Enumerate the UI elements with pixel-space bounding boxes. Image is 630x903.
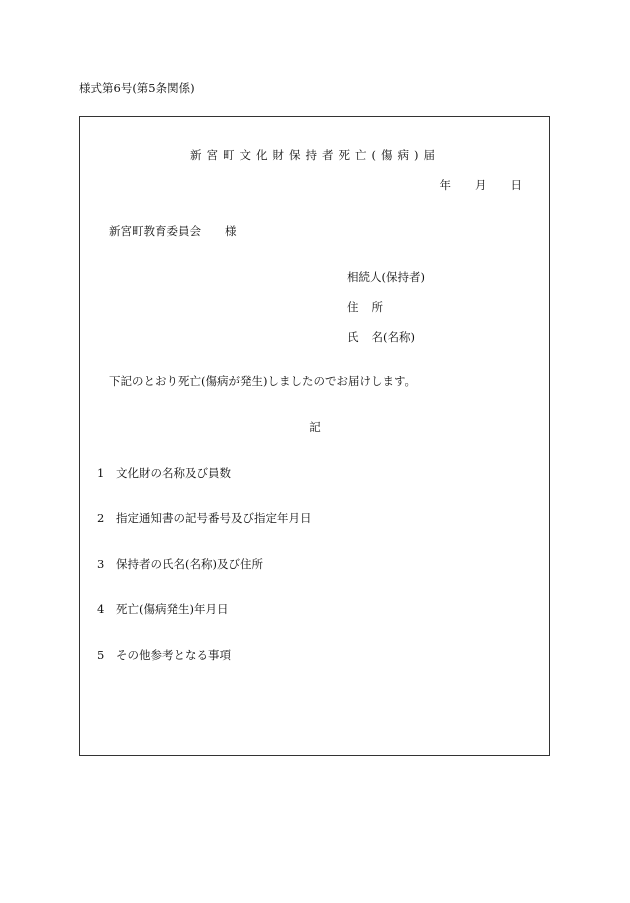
sender-name-label: [347, 330, 415, 344]
statement-text: 下記のとおり死亡(傷病が発生)しましたのでお届けします。: [109, 374, 417, 388]
item-number: 2: [97, 511, 105, 525]
item-number: 5: [97, 648, 105, 662]
recipient-honorific: 様: [225, 224, 237, 238]
list-item: [97, 511, 312, 525]
form-number: 様式第6号(第5条関係): [79, 81, 195, 95]
item-text: 文化財の名称及び員数: [116, 466, 231, 480]
sender-address-label: [347, 300, 383, 314]
item-text: 指定通知書の記号番号及び指定年月日: [116, 511, 312, 525]
recipient: [109, 224, 237, 238]
item-number: 3: [97, 557, 105, 571]
item-number: 1: [97, 466, 105, 480]
item-text: 保持者の氏名(名称)及び住所: [116, 557, 263, 571]
item-text: 死亡(傷病発生)年月日: [116, 602, 229, 616]
list-item: [97, 557, 263, 571]
name-label-part: 氏: [347, 330, 359, 344]
ki-heading: 記: [309, 420, 321, 434]
month-label: 月: [475, 178, 487, 192]
address-label-part: 住: [347, 300, 359, 314]
year-label: 年: [439, 178, 451, 192]
day-label: 日: [510, 178, 522, 192]
sender-heir-label: 相続人(保持者): [347, 270, 425, 284]
list-item: [97, 602, 228, 616]
list-item: [97, 648, 231, 662]
address-label-part: 所: [371, 300, 383, 314]
date-line: [440, 178, 523, 192]
list-item: [97, 466, 231, 480]
name-label-part: 名(名称): [371, 330, 415, 344]
document-title: 新宮町文化財保持者死亡(傷病)届: [190, 148, 440, 162]
item-text: その他参考となる事項: [116, 648, 231, 662]
item-number: 4: [97, 602, 105, 616]
recipient-name: 新宮町教育委員会: [109, 224, 201, 238]
